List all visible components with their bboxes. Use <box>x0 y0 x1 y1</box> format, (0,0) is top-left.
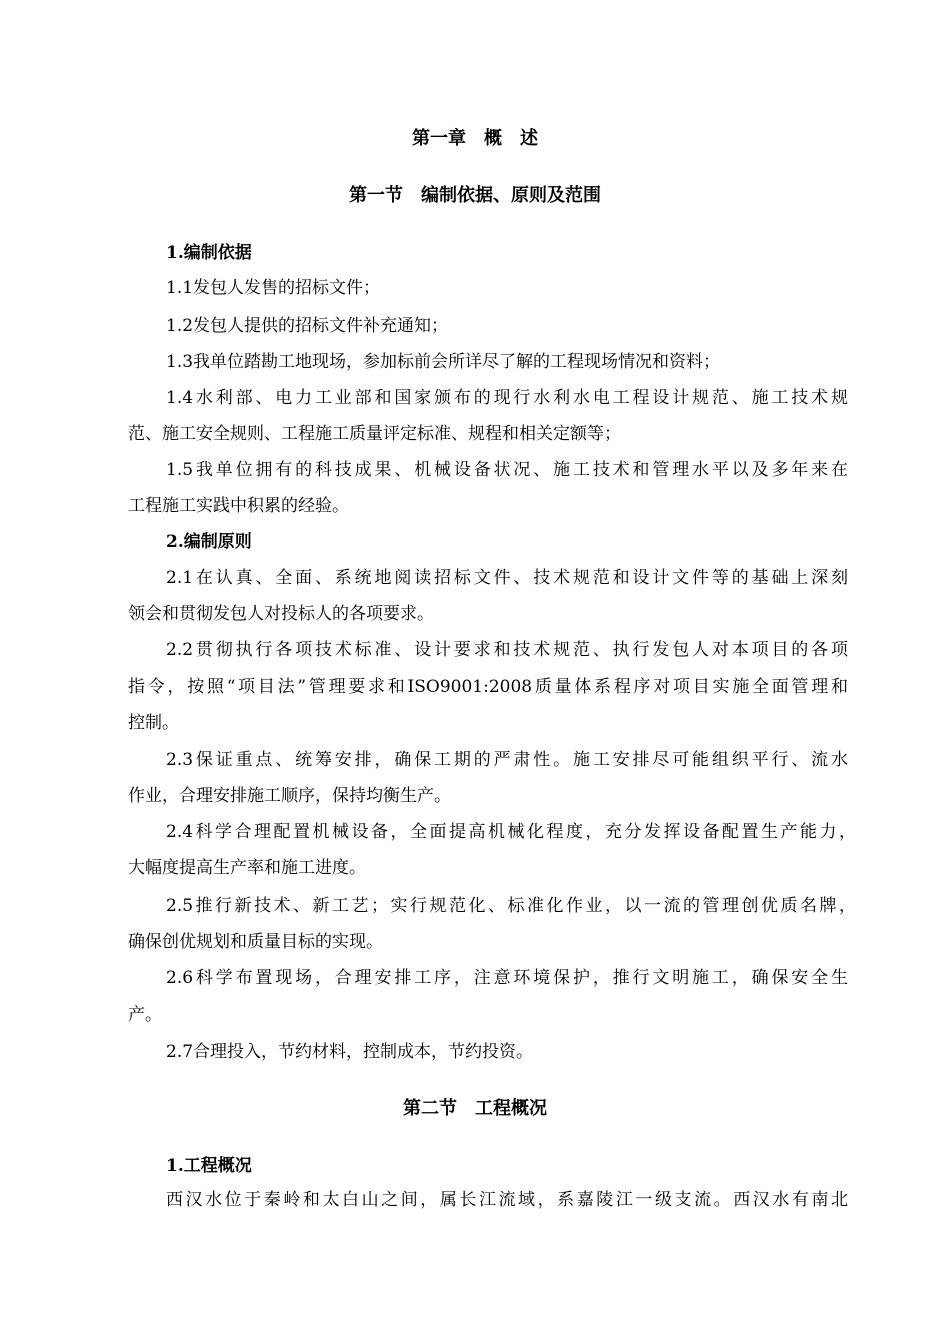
paragraph-line: 1.1发包人发售的招标文件； <box>166 278 381 298</box>
paragraph-line: 1.2发包人提供的招标文件补充通知； <box>166 316 449 336</box>
paragraph-line: 确保创优规划和质量目标的实现。 <box>128 932 383 952</box>
paragraph-line: 产。 <box>128 1005 162 1025</box>
subsection-heading: 1.编制依据 <box>166 243 252 263</box>
paragraph-line: 2.5推行新技术、新工艺；实行规范化、标准化作业，以一流的管理创优质名牌， <box>166 896 856 916</box>
paragraph-line: 2.4科学合理配置机械设备，全面提高机械化程度，充分发挥设备配置生产能力， <box>166 822 856 842</box>
paragraph-line: 工程施工实践中积累的经验。 <box>128 496 349 516</box>
paragraph-line: 2.1在认真、全面、系统地阅读招标文件、技术规范和设计文件等的基础上深刻 <box>166 568 848 588</box>
paragraph-line: 控制。 <box>128 713 179 733</box>
paragraph-line: 2.7合理投入，节约材料，控制成本，节约投资。 <box>166 1042 534 1062</box>
chapter-title: 第一章 概 述 <box>412 128 538 149</box>
subsection-heading: 1.工程概况 <box>166 1156 252 1176</box>
paragraph-line: 2.3保证重点、统筹安排，确保工期的严肃性。施工安排尽可能组织平行、流水 <box>166 750 848 770</box>
paragraph-line: 2.2贯彻执行各项技术标准、设计要求和技术规范、执行发包人对本项目的各项 <box>166 640 848 660</box>
paragraph-line: 领会和贯彻发包人对投标人的各项要求。 <box>128 604 434 624</box>
paragraph-line: 2.6科学布置现场，合理安排工序，注意环境保护，推行文明施工，确保安全生 <box>166 968 848 988</box>
paragraph-line: 作业，合理安排施工顺序，保持均衡生产。 <box>128 786 451 806</box>
paragraph-line: 西汉水位于秦岭和太白山之间，属长江流域，系嘉陵江一级支流。西汉水有南北 <box>166 1190 848 1210</box>
paragraph-line: 1.5我单位拥有的科技成果、机械设备状况、施工技术和管理水平以及多年来在 <box>166 460 848 480</box>
paragraph-line: 范、施工安全规则、工程施工质量评定标准、规程和相关定额等； <box>128 424 621 444</box>
section-title: 第一节 编制依据、原则及范围 <box>349 185 601 206</box>
subsection-heading: 2.编制原则 <box>166 532 252 552</box>
paragraph-line: 1.3我单位踏勘工地现场，参加标前会所详尽了解的工程现场情况和资料； <box>166 352 721 372</box>
paragraph-line: 大幅度提高生产率和施工进度。 <box>128 858 366 878</box>
paragraph-line: 指令，按照“项目法”管理要求和ISO9001:2008质量体系程序对项目实施全面管理和 <box>128 677 848 697</box>
section-title: 第二节 工程概况 <box>403 1098 547 1119</box>
paragraph-line: 1.4水利部、电力工业部和国家颁布的现行水利水电工程设计规范、施工技术规 <box>166 388 848 408</box>
